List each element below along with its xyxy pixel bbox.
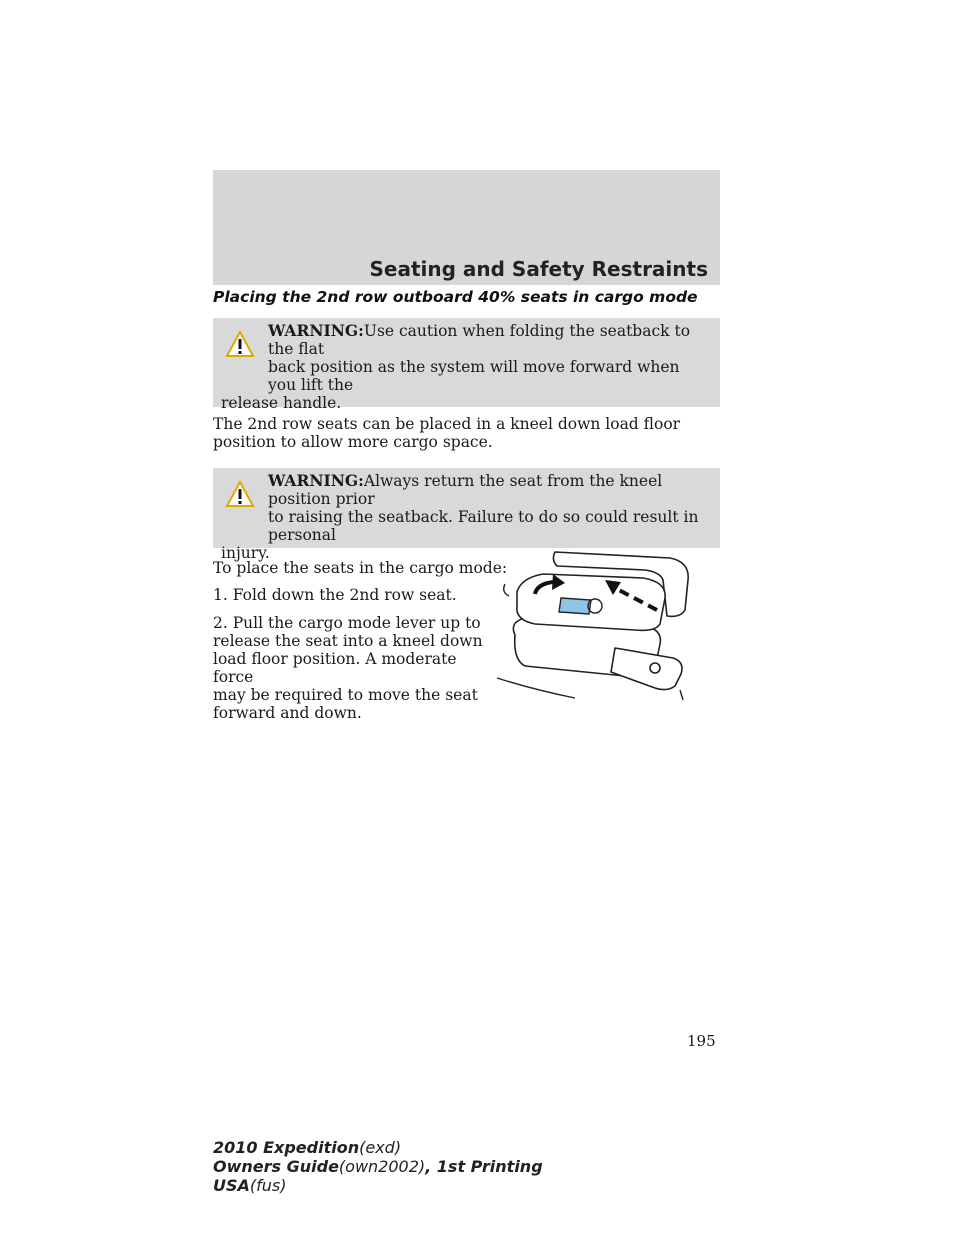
warning-line-1	[221, 322, 712, 358]
warning-line-3: release handle.	[221, 394, 342, 412]
footer-printing: , 1st Printing	[425, 1157, 543, 1176]
step-2-line: release the seat into a kneel down	[213, 632, 483, 650]
footer-guide-code: (own2002)	[338, 1157, 426, 1176]
warning-line-2: to raising the seatback. Failure to do so could result in personal	[268, 508, 699, 544]
warning-triangle-icon	[225, 480, 255, 508]
step-2-line: load floor position. A moderate force	[213, 650, 457, 686]
footer	[213, 1138, 543, 1195]
footer-market: USA	[213, 1176, 250, 1195]
step-2-line: 2. Pull the cargo mode lever up to	[213, 614, 481, 632]
warning-line-2: back position as the system will move forward when you lift the	[268, 358, 680, 394]
footer-model: 2010 Expedition	[213, 1138, 360, 1157]
footer-line-3	[213, 1176, 543, 1195]
warning-line-1	[221, 472, 712, 508]
section-title: Placing the 2nd row outboard 40% seats in cargo mode	[213, 288, 698, 306]
footer-line-2	[213, 1157, 543, 1176]
step-1: 1. Fold down the 2nd row seat.	[213, 586, 457, 604]
step-2-line: may be required to move the seat	[213, 686, 478, 704]
footer-market-code: (fus)	[249, 1176, 287, 1195]
step-2	[213, 614, 483, 722]
warning-box-2	[213, 468, 720, 562]
header-band	[213, 170, 720, 285]
warning-text: Always return the seat from the kneel position prior	[268, 472, 663, 508]
footer-line-1	[213, 1138, 543, 1157]
intro-paragraph: To place the seats in the cargo mode:	[213, 559, 508, 577]
step-2-line: forward and down.	[213, 704, 362, 722]
kneel-paragraph: The 2nd row seats can be placed in a kneel down load floor position to allow more cargo space.	[213, 415, 681, 451]
warning-box-1	[213, 318, 720, 412]
footer-model-code: (exd)	[359, 1138, 402, 1157]
footer-guide: Owners Guide	[213, 1157, 339, 1176]
page-number: 195	[687, 1032, 716, 1050]
warning-label: WARNING:	[268, 321, 364, 340]
warning-text: Use caution when folding the seatback to the flat	[268, 322, 691, 358]
warning-line-3: injury.	[221, 544, 270, 562]
seat-cargo-mode-illustration	[495, 540, 695, 700]
warning-triangle-icon	[225, 330, 255, 358]
warning-label: WARNING:	[268, 471, 364, 490]
page-section-title: Seating and Safety Restraints	[369, 257, 708, 281]
